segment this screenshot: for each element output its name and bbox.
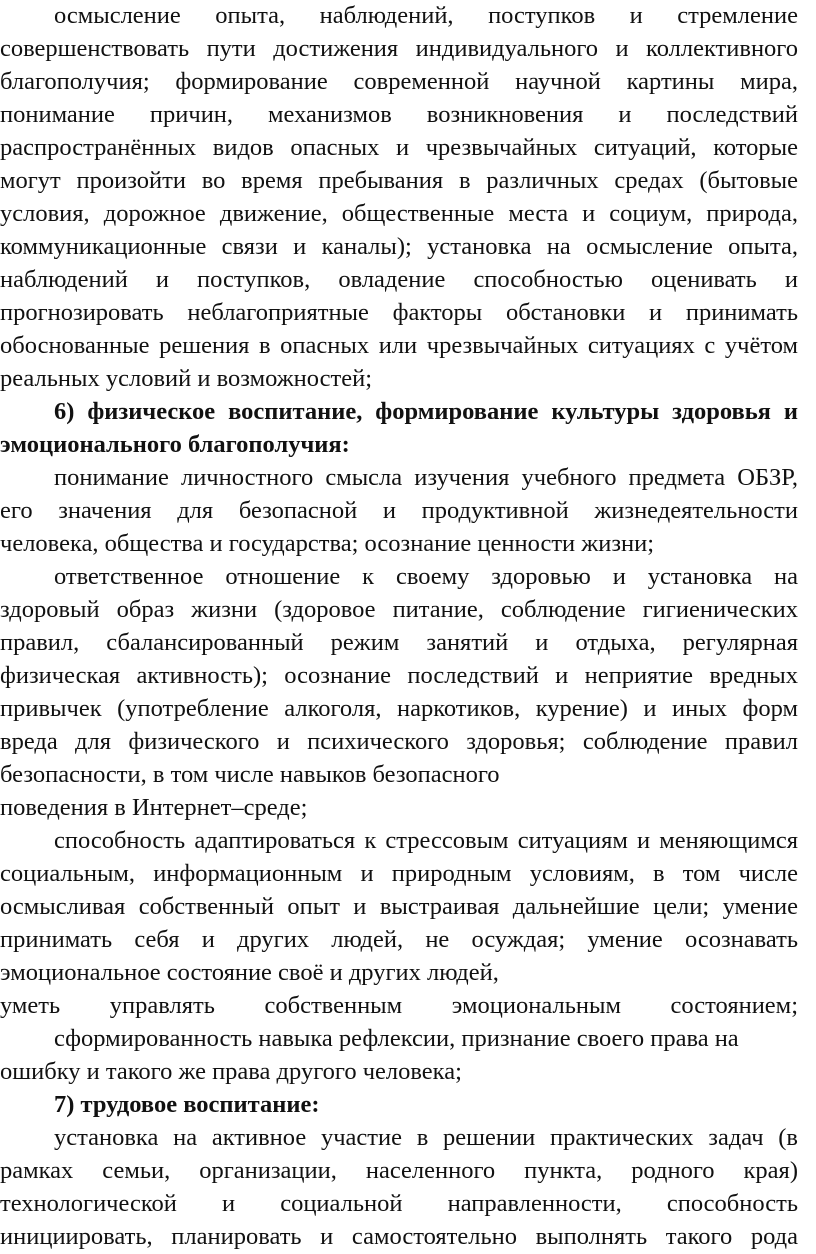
text-line: его значения для безопасной и продуктивной жизнедеятельности bbox=[0, 497, 798, 524]
text-line: условия, дорожное движение, общественные места и социум, природа, bbox=[0, 200, 798, 227]
text-line: осмысливая собственный опыт и выстраивая дальнейшие цели; умение bbox=[0, 893, 798, 920]
text-line: обоснованные решения в опасных или чрезвычайных ситуациях с учётом bbox=[0, 332, 798, 359]
text-line: наблюдений и поступков, овладение способностью оценивать и bbox=[0, 266, 798, 293]
text-line: осмысление опыта, наблюдений, поступков и стремление bbox=[54, 2, 798, 29]
text-line: вреда для физического и психического здоровья; соблюдение правил bbox=[0, 728, 798, 755]
text-line: ответственное отношение к своему здоровью и установка на bbox=[54, 563, 798, 590]
text-line: технологической и социальной направленности, способность bbox=[0, 1190, 798, 1217]
text-line: здоровый образ жизни (здоровое питание, соблюдение гигиенических bbox=[0, 596, 798, 623]
text-line: распространённых видов опасных и чрезвычайных ситуаций, которые bbox=[0, 134, 798, 161]
text-line: уметь управлять собственным эмоциональным состоянием; bbox=[0, 992, 798, 1019]
text-line: правил, сбалансированный режим занятий и отдыха, регулярная bbox=[0, 629, 798, 656]
text-line: коммуникационные связи и каналы); установка на осмысление опыта, bbox=[0, 233, 798, 260]
section-heading-line: 7) трудовое воспитание: bbox=[54, 1091, 320, 1118]
text-line: совершенствовать пути достижения индивидуального и коллективного bbox=[0, 35, 798, 62]
section-heading-line: эмоционального благополучия: bbox=[0, 431, 350, 458]
text-line: инициировать, планировать и самостоятельно выполнять такого рода bbox=[0, 1223, 798, 1250]
text-line: реальных условий и возможностей; bbox=[0, 365, 373, 392]
text-line: привычек (употребление алкоголя, наркотиков, курение) и иных форм bbox=[0, 695, 798, 722]
text-line: эмоциональное состояние своё и других людей, bbox=[0, 959, 499, 986]
text-line: благополучия; формирование современной научной картины мира, bbox=[0, 68, 798, 95]
text-line: ошибку и такого же права другого человека; bbox=[0, 1058, 462, 1085]
text-line: установка на активное участие в решении практических задач (в bbox=[54, 1124, 798, 1151]
text-line: понимание личностного смысла изучения учебного предмета ОБЗР, bbox=[54, 464, 798, 491]
text-line: социальным, информационным и природным условиям, в том числе bbox=[0, 860, 798, 887]
text-line: безопасности, в том числе навыков безопасного bbox=[0, 761, 500, 788]
text-line: физическая активность); осознание последствий и неприятие вредных bbox=[0, 662, 798, 689]
text-line: прогнозировать неблагоприятные факторы обстановки и принимать bbox=[0, 299, 798, 326]
text-line: способность адаптироваться к стрессовым ситуациям и меняющимся bbox=[54, 827, 798, 854]
text-line: рамках семьи, организации, населенного пункта, родного края) bbox=[0, 1157, 798, 1184]
text-line: сформированность навыка рефлексии, признание своего права на bbox=[54, 1025, 739, 1052]
text-line: поведения в Интернет–среде; bbox=[0, 794, 308, 821]
text-line: принимать себя и других людей, не осуждая; умение осознавать bbox=[0, 926, 798, 953]
text-line: могут произойти во время пребывания в различных средах (бытовые bbox=[0, 167, 798, 194]
text-line: человека, общества и государства; осознание ценности жизни; bbox=[0, 530, 655, 557]
text-line: понимание причин, механизмов возникновения и последствий bbox=[0, 101, 798, 128]
section-heading-line: 6) физическое воспитание, формирование культуры здоровья и bbox=[54, 398, 798, 425]
